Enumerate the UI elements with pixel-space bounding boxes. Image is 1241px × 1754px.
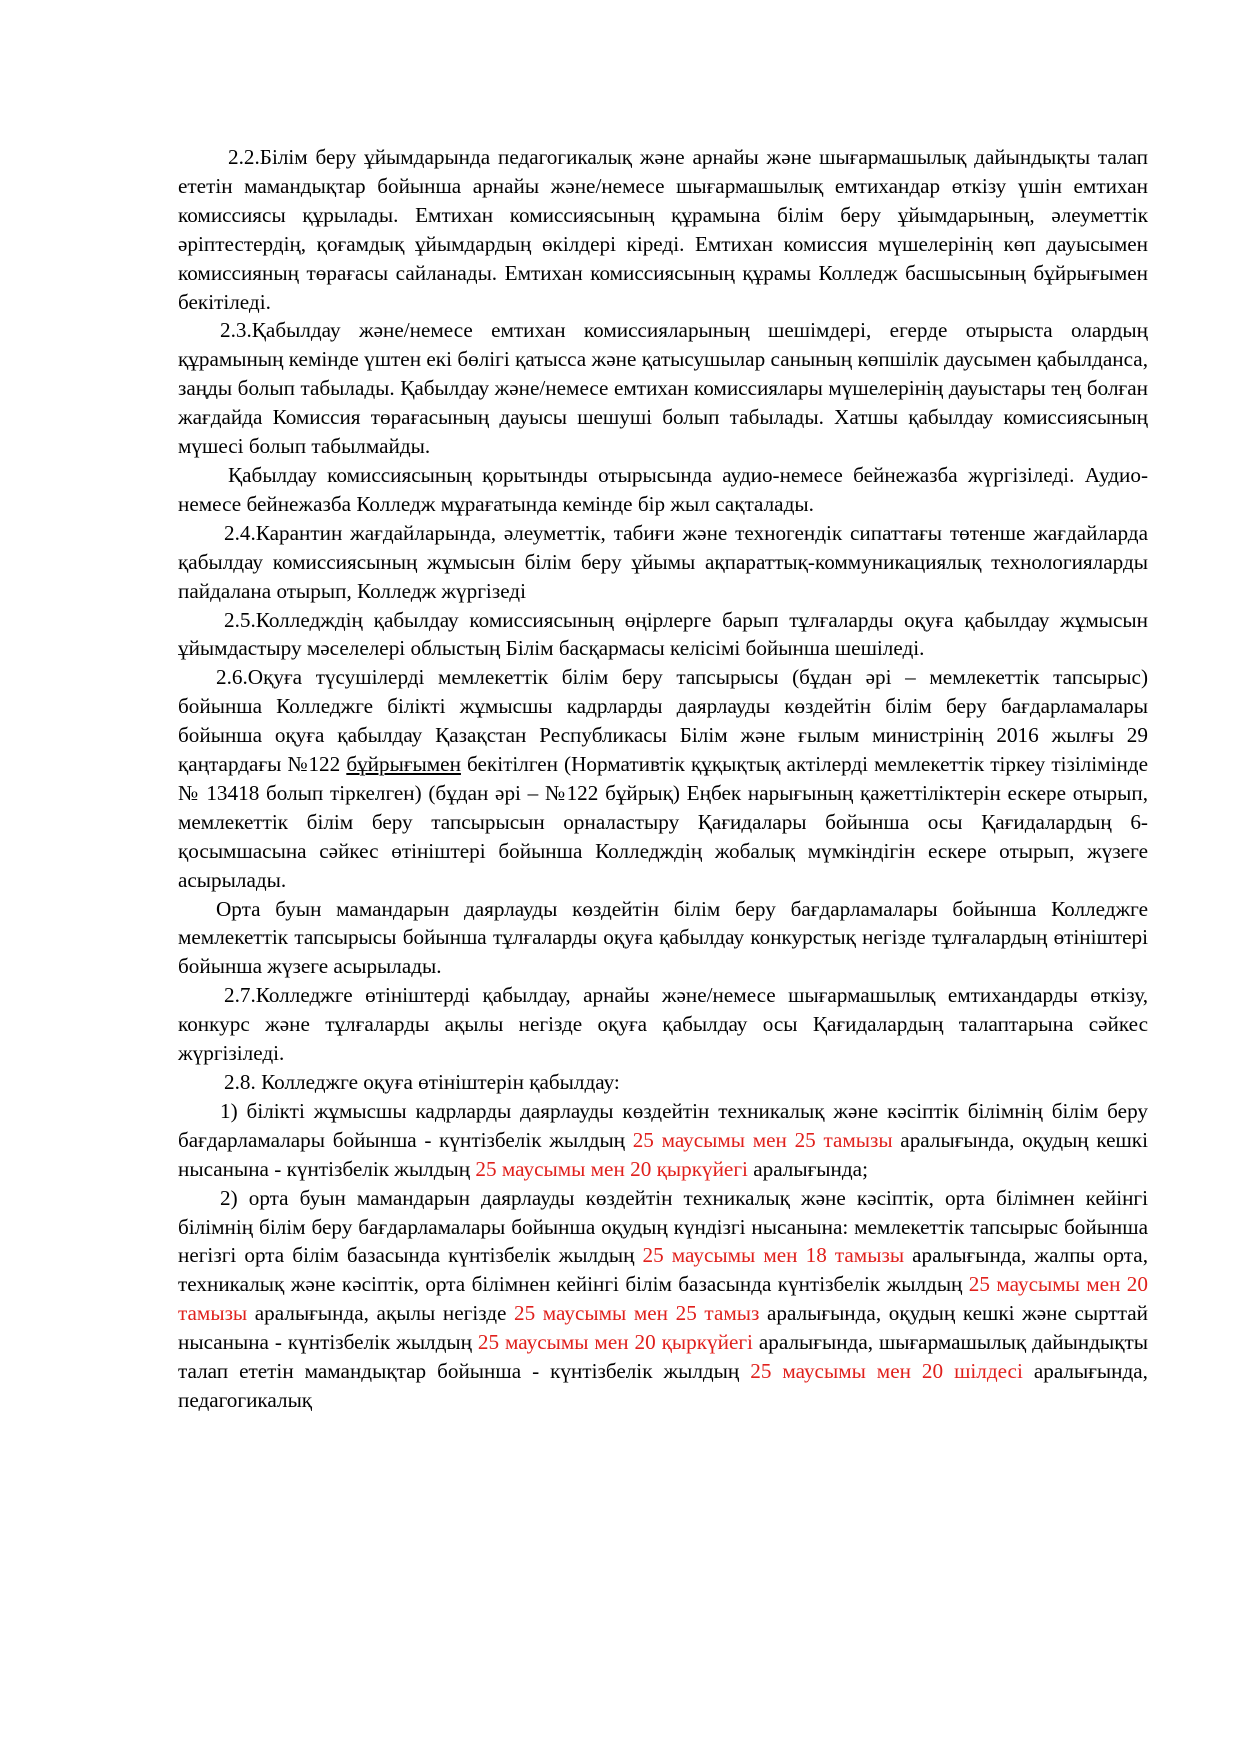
paragraph-2-6-text-b: бекітілген (Нормативтік құқықтық актілерді мемлекеттік тіркеу тізілімінде № 13418 болып тіркелген) (бұдан әрі – №122 бұйрық) Еңбек нарығының қажеттіліктерін ескере отырып, мемлекеттік білім беру тапсырысын орналастыру Қағидалары бойынша осы Қағидалардың 6-қосымшасына сәйкес өтініштері бойынша Колледждің жобалық мүмкіндігін ескере отырып, жүзеге асырылады. — [178, 752, 1148, 892]
item-2-text-6: аралығында, педагогикалық — [178, 1359, 1148, 1412]
item-2-text-2: аралығында, жалпы орта, техникалық және кәсіптік, орта білімнен кейінгі білім базасында күнтізбелік жылдың — [178, 1243, 1148, 1297]
item-2-text-4: аралығында, оқудың кешкі және сырттай нысанына - күнтізбелік жылдың — [178, 1301, 1148, 1355]
paragraph-2-4: 2.4.Карантин жағдайларында, әлеуметтік, табиғи және техногендік сипаттағы төтенше жағдайларда қабылдау комиссиясының жұмысын білім беру ұйымы ақпараттық-коммуникациялық технологияларды пайдалана отырып, Колледж жүргізеді — [178, 520, 1148, 603]
paragraph-2-2: 2.2.Білім беру ұйымдарында педагогикалық және арнайы және шығармашылық дайындықты талап ететін мамандықтар бойынша арнайы және/немесе шығармашылық емтихандар өткізу үшін емтихан комиссиясы құрылады. Емтихан комиссиясының құрамына білім беру ұйымдарының, әлеуметтік әріптестердің, қоғамдық ұйымдардың өкілдері кіреді. Емтихан комиссия мүшелерінің көп дауысымен комиссияның төрағасы сайланады. Емтихан комиссиясының құрамы Колледж басшысының бұйрығымен бекітіледі. — [178, 145, 1148, 314]
paragraph-2-3: 2.3.Қабылдау және/немесе емтихан комиссияларының шешімдері, егерде отырыста олардың құрамының кемінде үштен екі бөлігі қатысса және қатысушылар санының көпшілік даусымен қабылданса, заңды болып табылады. Қабылдау және/немесе емтихан комиссиялары мүшелерінің дауыстары тең болған жағдайда Комиссия төрағасының дауысы шешуші болып табылады. Хатшы қабылдау комиссиясының мүшесі болып табылмайды. — [178, 318, 1148, 459]
item-2-date-range-3: 25 маусымы мен 25 тамыз — [514, 1301, 760, 1326]
item-1-text-1: 1) білікті жұмысшы кадрларды даярлауды көздейтін техникалық және кәсіптік білімнің білім беру бағдарламалары бойынша - күнтізбелік жылдың — [178, 1098, 1148, 1152]
paragraph-2-6-text-a: 2.6.Оқуға түсушілерді мемлекеттік білім беру тапсырысы (бұдан әрі – мемлекеттік тапсырыс) бойынша Колледжге білікті жұмысшы кадрларды даярлауды көздейтін білім беру бағдарламалары бойынша оқуға қабылдау Қазақстан Республикасы Білім және ғылым министрінің 2016 жылғы 29 қаңтардағы №122 — [178, 665, 1148, 777]
document-page — [178, 143, 1148, 1415]
paragraph-mid-level: Орта буын мамандарын даярлауды көздейтін білім беру бағдарламалары бойынша Колледжге мемлекеттік тапсырысы бойынша тұлғаларды оқуға қабылдау конкурстық негізде тұлғалардың өтініштері бойынша жүзеге асырылады. — [178, 896, 1148, 979]
order-link[interactable]: бұйрығымен — [346, 752, 461, 777]
item-1-date-range-2: 25 маусымы мен 20 қыркүйегі — [475, 1156, 748, 1181]
paragraph-item-1 — [178, 1097, 1148, 1184]
item-2-text-1: 2) орта буын мамандарын даярлауды көздейтін техникалық және кәсіптік, орта білімнен кейінгі білімнің білім беру бағдарламалары бойынша оқудың күндізгі нысанына: мемлекеттік тапсырыс бойынша негізгі орта білім базасында күнтізбелік жылдың — [178, 1185, 1148, 1268]
paragraph-item-2 — [178, 1184, 1148, 1415]
item-1-text-2: аралығында, оқудың кешкі нысанына - күнтізбелік жылдың — [178, 1127, 1148, 1181]
paragraph-2-8: 2.8. Колледжге оқуға өтініштерін қабылдау: — [224, 1070, 620, 1094]
paragraph-recording: Қабылдау комиссиясының қорытынды отырысында аудио-немесе бейнежазба жүргізіледі. Аудио-немесе бейнежазба Колледж мұрағатында кемінде бір жыл сақталады. — [178, 462, 1148, 516]
paragraph-2-5: 2.5.Колледждің қабылдау комиссиясының өңірлерге барып тұлғаларды оқуға қабылдау жұмысын ұйымдастыру мәселелері облыстың Білім басқармасы келісімі бойынша шешіледі. — [178, 607, 1148, 661]
item-2-date-range-4: 25 маусымы мен 20 қыркүйегі — [477, 1330, 753, 1355]
item-2-date-range-5: 25 маусымы мен 20 шілдесі — [750, 1359, 1023, 1384]
item-2-date-range-2: 25 маусымы мен 20 тамызы — [178, 1272, 1148, 1326]
item-1-text-3: аралығында; — [747, 1156, 868, 1181]
item-1-date-range-1: 25 маусымы мен 25 тамызы — [632, 1127, 893, 1152]
item-2-text-3: аралығында, ақылы негізде — [247, 1301, 514, 1326]
item-2-date-range-1: 25 маусымы мен 18 тамызы — [642, 1243, 905, 1268]
paragraph-2-6 — [178, 663, 1148, 894]
paragraph-2-7: 2.7.Колледжге өтініштерді қабылдау, арнайы және/немесе шығармашылық емтихандарды өткізу, конкурс және тұлғаларды ақылы негізде оқуға қабылдау осы Қағидалардың талаптарына сәйкес жүргізіледі. — [178, 983, 1148, 1066]
item-2-text-5: аралығында, шығармашылық дайындықты талап ететін мамандықтар бойынша - күнтізбелік жылдың — [178, 1330, 1149, 1384]
